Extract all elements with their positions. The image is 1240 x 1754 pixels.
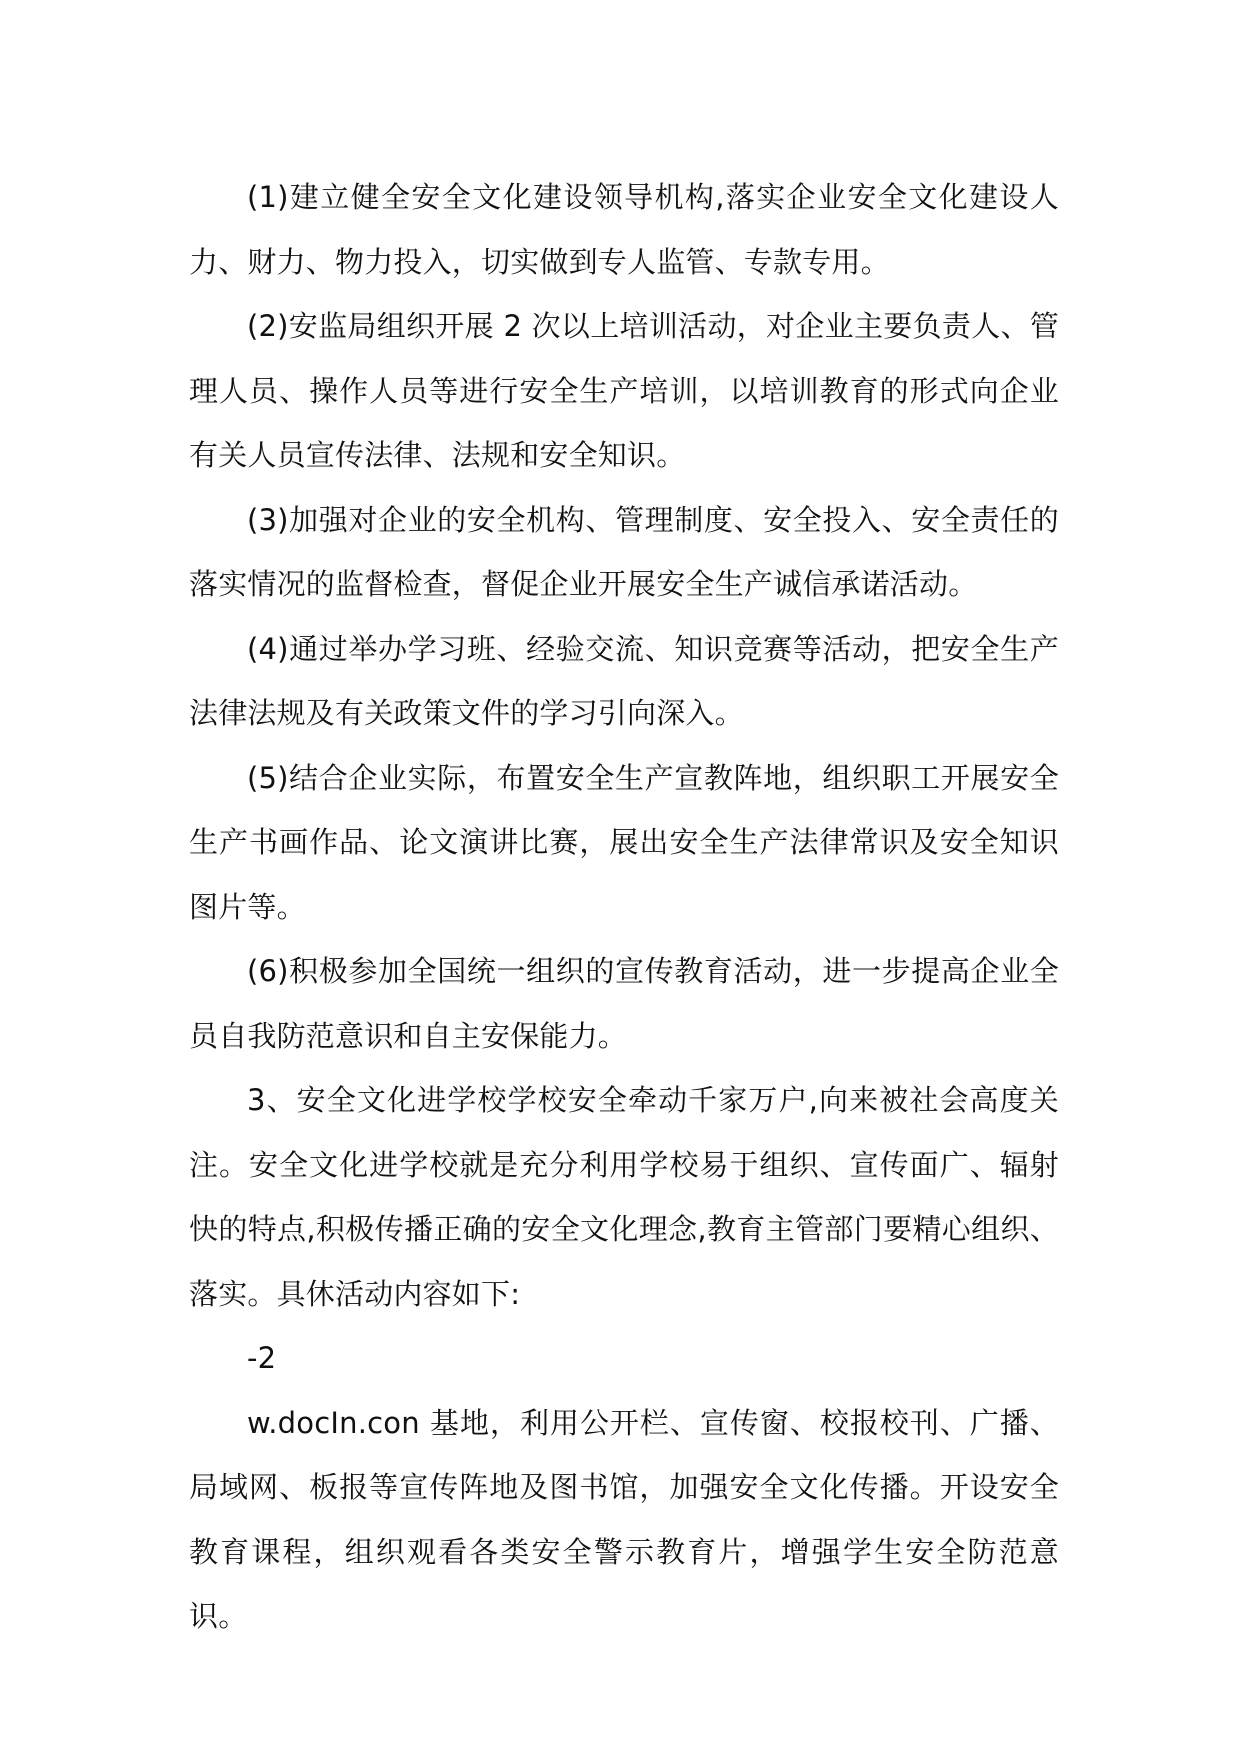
- paragraph-item-2: (2)安监局组织开展 2 次以上培训活动，对企业主要负责人、管理人员、操作人员等进行安全生产培训，以培训教育的形式向企业有关人员宣传法律、法规和安全知识。: [189, 309, 1059, 472]
- paragraph-section-3: 3、安全文化进学校学校安全牵动千家万户,向来被社会高度关注。安全文化进学校就是充分利用学校易于组织、宣传面广、辐射快的特点,积极传播正确的安全文化理念,教育主管部门要精心组织、落实。具休活动内容如下:: [189, 1083, 1059, 1311]
- document-body: [189, 165, 1059, 1649]
- paragraph-item-6: (6)积极参加全国统一组织的宣传教育活动，进一步提高企业全员自我防范意识和自主安保能力。: [189, 954, 1059, 1053]
- paragraph-item-5: (5)结合企业实际，布置安全生产宣教阵地，组织职工开展安全生产书画作品、论文演讲比赛，展出安全生产法律常识及安全知识图片等。: [189, 760, 1059, 924]
- paragraph-item-4: (4)通过举办学习班、经验交流、知识竞赛等活动，把安全生产法律法规及有关政策文件的学习引向深入。: [189, 631, 1059, 730]
- paragraph-item-1: (1)建立健全安全文化建设领导机构,落实企业安全文化建设人力、财力、物力投入，切实做到专人监管、专款专用。: [189, 180, 1059, 279]
- paragraph-continuation: w.docIn.con 基地，利用公开栏、宣传窗、校报校刊、广播、局域网、板报等宣传阵地及图书馆，加强安全文化传播。开设安全教育课程，组织观看各类安全警示教育片，增强学生安全防范意识。: [189, 1405, 1059, 1633]
- paragraph-item-3: (3)加强对企业的安全机构、管理制度、安全投入、安全责任的落实情况的监督检查，督促企业开展安全生产诚信承诺活动。: [189, 502, 1059, 601]
- page-marker: -2: [247, 1341, 277, 1375]
